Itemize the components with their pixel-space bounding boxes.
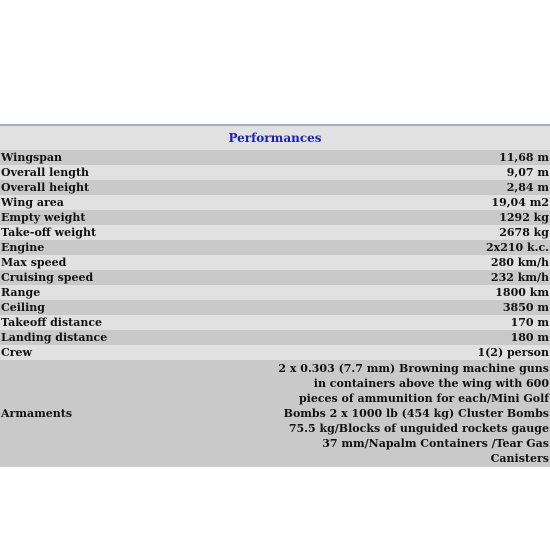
table-row <box>0 315 550 330</box>
performances-table <box>0 124 550 467</box>
row-label: Overall height <box>1 181 90 194</box>
table-row <box>0 225 550 240</box>
row-label: Max speed <box>1 256 67 269</box>
row-value: 180 m <box>510 331 549 344</box>
row-value: 232 km/h <box>490 271 549 284</box>
row-label: Range <box>1 286 41 299</box>
table-row <box>0 345 550 360</box>
row-value: 3850 m <box>502 301 549 314</box>
table-row <box>0 285 550 300</box>
table-row <box>0 360 550 467</box>
row-label: Crew <box>1 346 33 359</box>
row-label: Ceiling <box>1 301 45 314</box>
row-label: Wingspan <box>1 151 63 164</box>
row-label: Empty weight <box>1 211 86 224</box>
row-label: Take-off weight <box>1 226 97 239</box>
row-label: Armaments <box>1 407 73 420</box>
row-label: Cruising speed <box>1 271 94 284</box>
row-value: 2x210 k.c. <box>486 241 549 254</box>
table-header-row <box>0 125 550 150</box>
table-row <box>0 210 550 225</box>
row-value: 1(2) person <box>477 346 549 359</box>
row-value: 170 m <box>510 316 549 329</box>
row-value: 2 x 0.303 (7.7 mm) Browning machine guns in containers above the wing with 600 pieces of ammunition for each/Mini Golf Bombs 2 x 1000 lb (454 kg) Cluster Bombs 75.5 kg/Blocks of unguided rockets gauge 37 mm/Napalm Containers /Tear Gas Canisters <box>278 362 549 465</box>
row-label: Wing area <box>1 196 64 209</box>
row-label: Engine <box>1 241 45 254</box>
row-value: 9,07 m <box>506 166 549 179</box>
row-label: Takeoff distance <box>1 316 103 329</box>
table-row <box>0 255 550 270</box>
row-value: 2678 kg <box>499 226 549 239</box>
row-value: 1292 kg <box>499 211 549 224</box>
table-title: Performances <box>0 125 550 150</box>
table-row <box>0 300 550 315</box>
row-label: Overall length <box>1 166 90 179</box>
table-row <box>0 150 550 165</box>
table-row <box>0 195 550 210</box>
table-row <box>0 270 550 285</box>
row-value: 1800 km <box>495 286 549 299</box>
table-row <box>0 240 550 255</box>
row-value: 19,04 m2 <box>491 196 549 209</box>
table-row <box>0 180 550 195</box>
row-value: 280 km/h <box>490 256 549 269</box>
row-value: 11,68 m <box>499 151 549 164</box>
row-value: 2,84 m <box>506 181 549 194</box>
row-label: Landing distance <box>1 331 108 344</box>
table-row <box>0 165 550 180</box>
table-row <box>0 330 550 345</box>
